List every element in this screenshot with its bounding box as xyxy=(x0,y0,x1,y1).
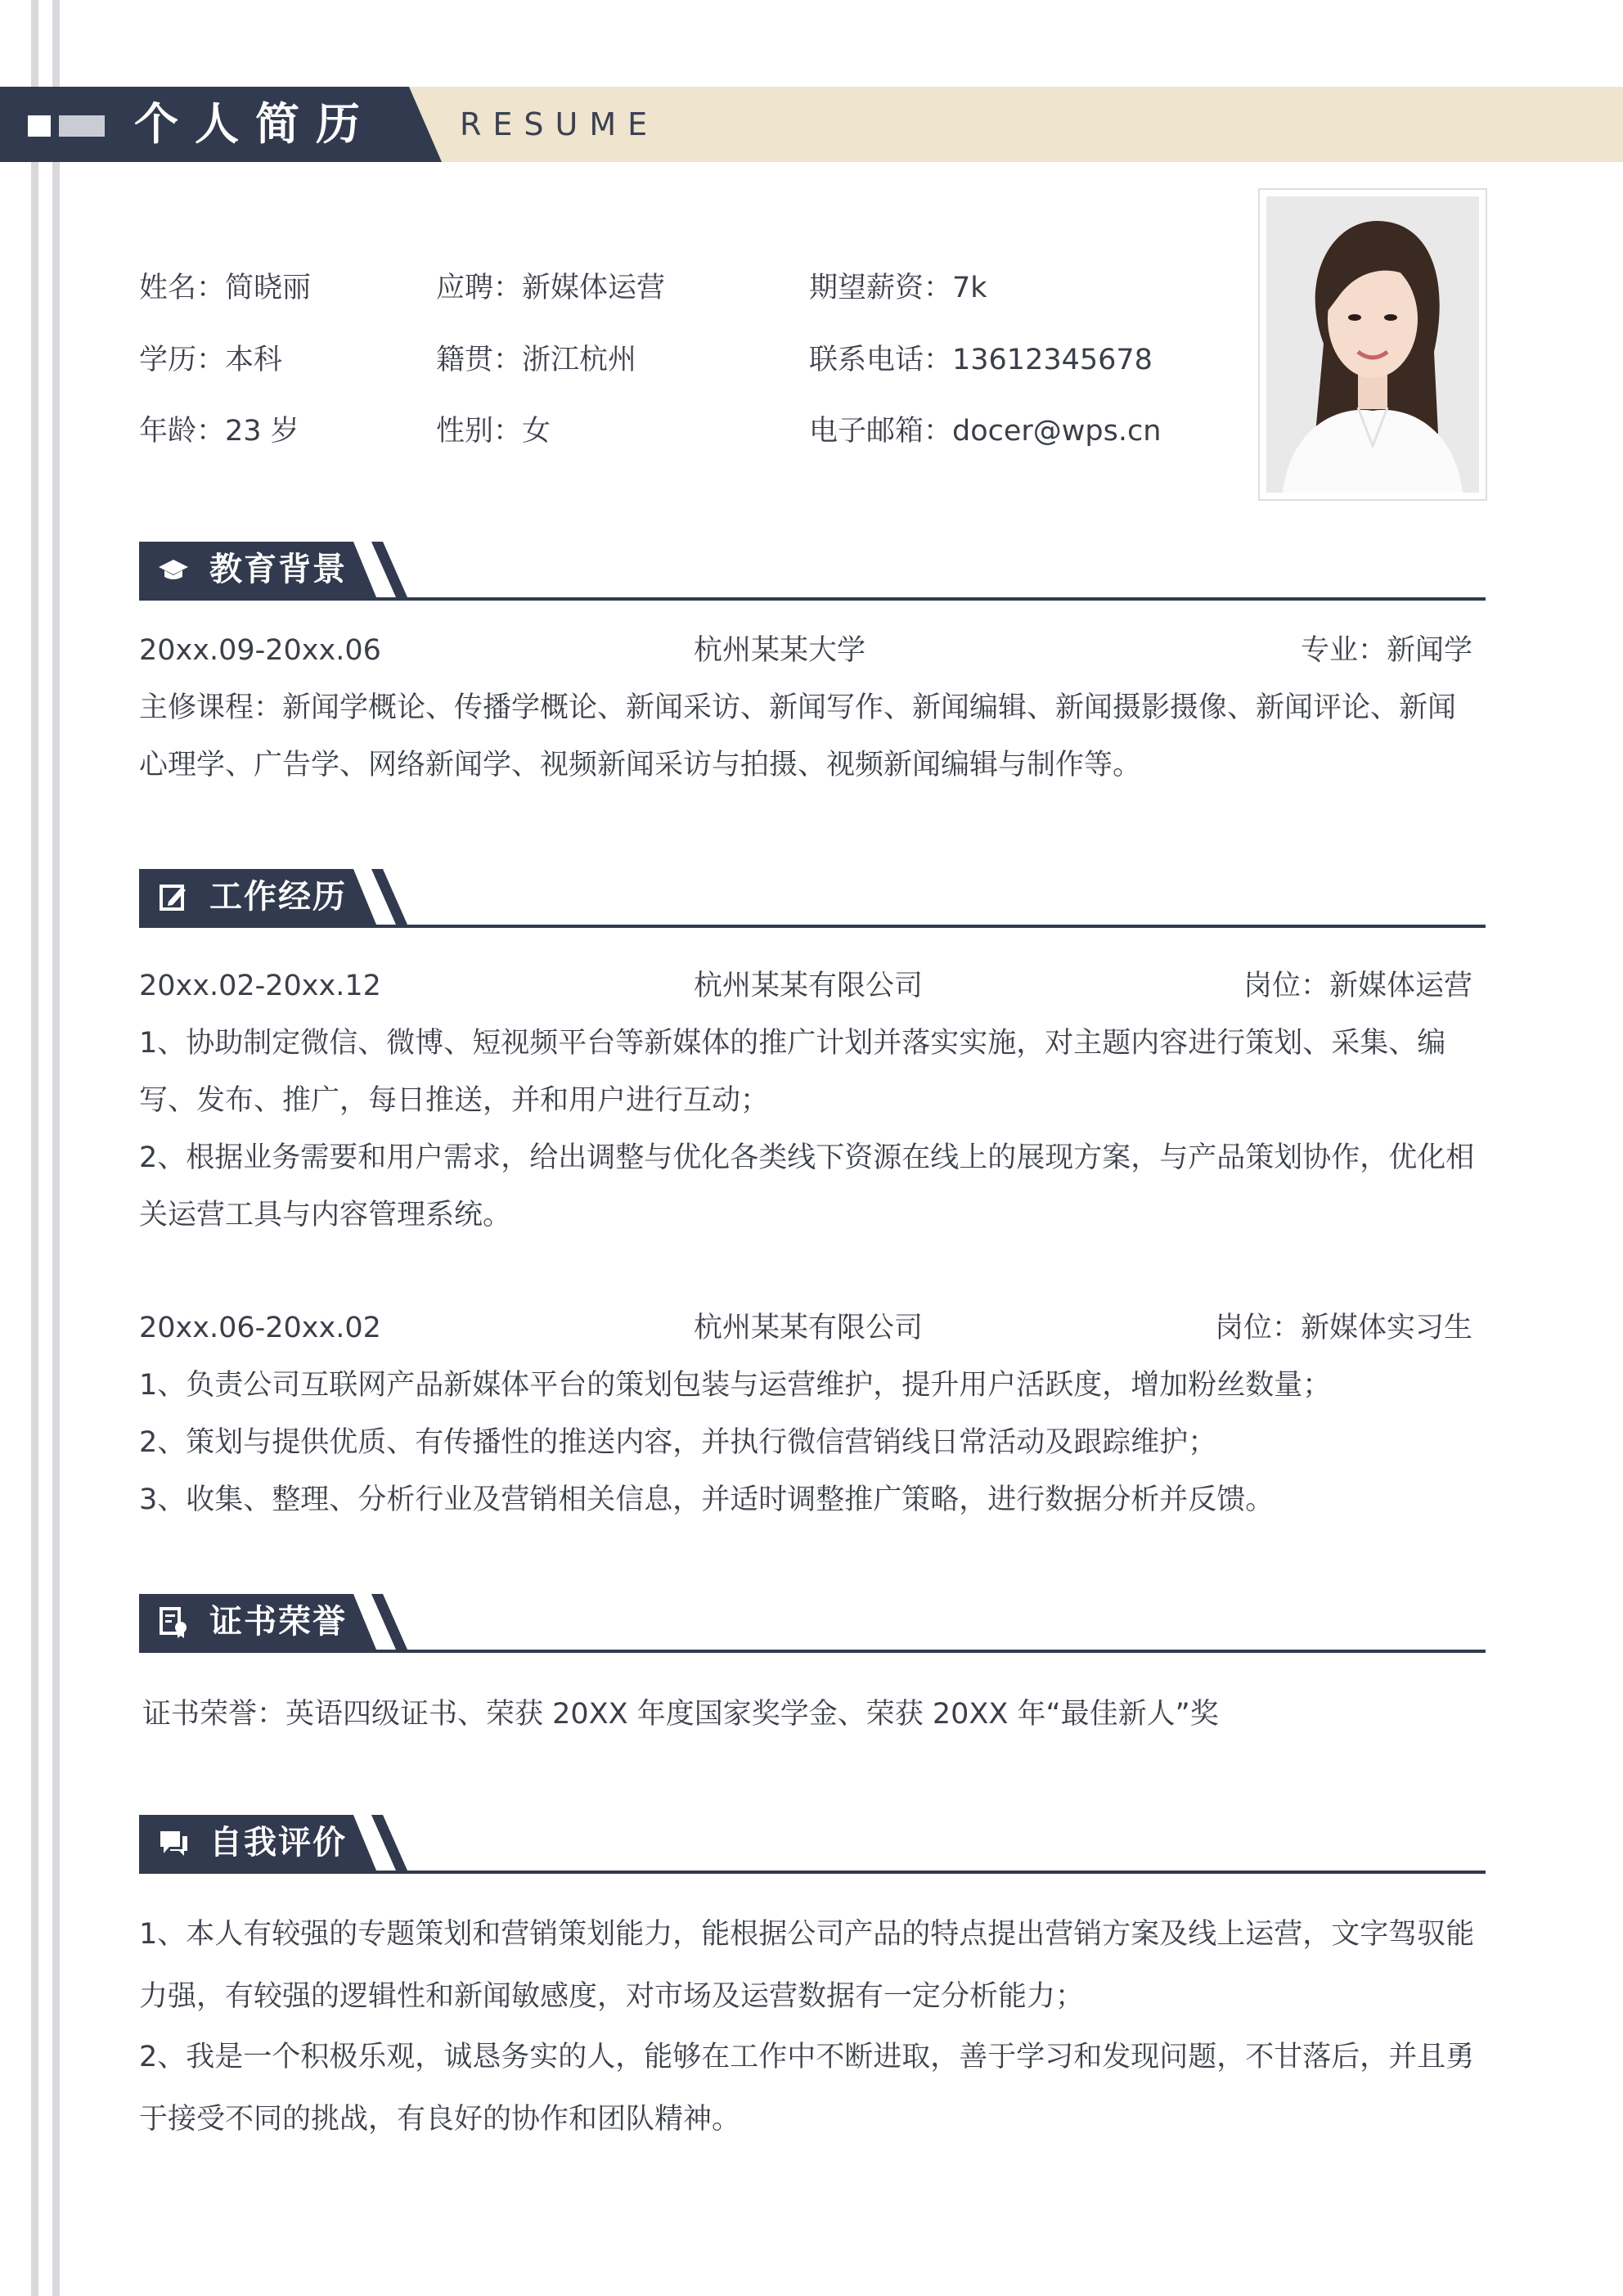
job-duty: 1、协助制定微信、微博、短视频平台等新媒体的推广计划并落实实施，对主题内容进行策划、采集、编写、发布、推广，每日推送，并和用户进行互动； xyxy=(139,1027,1446,1117)
self-evaluation-item: 1、本人有较强的专题策划和营销策划能力，能根据公司产品的特点提出营销方案及线上运营，文字驾驭能力强，有较强的逻辑性和新闻敏感度，对市场及运营数据有一定分析能力； xyxy=(139,1918,1475,2013)
job-period: 20xx.06-20xx.02 xyxy=(139,1312,381,1344)
section-divider xyxy=(139,597,1486,601)
section-header-self-evaluation xyxy=(139,1808,1486,1874)
info-education: 学历：本科 xyxy=(139,344,283,376)
section-title: 教育背景 xyxy=(209,551,347,588)
edit-document-icon xyxy=(157,880,190,913)
certificates-text: 证书荣誉：英语四级证书、荣获 20XX 年度国家奖学金、荣获 20XX 年“最佳新人”奖 xyxy=(142,1698,1219,1731)
section-stripe xyxy=(371,1594,407,1650)
education-period: 20xx.09-20xx.06 xyxy=(139,634,381,667)
education-courses: 主修课程：新闻学概论、传播学概论、新闻采访、新闻写作、新闻编辑、新闻摄影摄像、新闻评论、新闻心理学、广告学、网络新闻学、视频新闻采访与拍摄、视频新闻编辑与制作等。 xyxy=(139,691,1457,781)
education-major: 专业：新闻学 xyxy=(1300,634,1472,667)
job-duty: 3、收集、整理、分析行业及营销相关信息，并适时调整推广策略，进行数据分析并反馈。 xyxy=(139,1483,1275,1516)
section-divider xyxy=(139,925,1486,928)
section-title: 证书荣誉 xyxy=(209,1603,347,1641)
section-divider xyxy=(139,1650,1486,1653)
section-header-education xyxy=(139,535,1486,601)
info-email: 电子邮箱：docer@wps.cn xyxy=(809,415,1162,448)
info-position: 应聘：新媒体运营 xyxy=(436,272,666,304)
info-salary: 期望薪资：7k xyxy=(809,272,987,304)
section-title: 自我评价 xyxy=(209,1824,347,1862)
section-title: 工作经历 xyxy=(209,878,347,916)
job-duty: 1、负责公司互联网产品新媒体平台的策划包装与运营维护，提升用户活跃度，增加粉丝数量； xyxy=(139,1369,1332,1402)
banner-square-white xyxy=(28,115,51,137)
job-company: 杭州某某有限公司 xyxy=(694,1312,924,1344)
page-title: 个人简历 xyxy=(134,98,376,150)
info-name: 姓名：简晓丽 xyxy=(139,272,312,304)
job-row xyxy=(139,1308,1472,1348)
banner-square-grey xyxy=(59,115,105,137)
job-row xyxy=(139,966,1472,1006)
job-period: 20xx.02-20xx.12 xyxy=(139,970,381,1002)
certificate-icon xyxy=(157,1605,190,1638)
section-header-work xyxy=(139,862,1486,928)
info-age: 年龄：23 岁 xyxy=(139,415,299,448)
decorative-rail-left xyxy=(31,0,38,2296)
info-gender: 性别：女 xyxy=(436,415,551,448)
profile-photo xyxy=(1266,196,1479,493)
job-role: 岗位：新媒体实习生 xyxy=(1214,1312,1472,1344)
info-hometown: 籍贯：浙江杭州 xyxy=(436,344,637,376)
job-duty: 2、策划与提供优质、有传播性的推送内容，并执行微信营销线日常活动及跟踪维护； xyxy=(139,1426,1217,1459)
education-school: 杭州某某大学 xyxy=(694,634,866,667)
decorative-rail-right xyxy=(52,0,60,2296)
section-divider xyxy=(139,1871,1486,1874)
page-subtitle: RESUME xyxy=(460,106,659,142)
section-stripe xyxy=(371,542,407,597)
profile-photo-frame xyxy=(1258,188,1487,501)
section-stripe xyxy=(371,1815,407,1871)
self-evaluation-item: 2、我是一个积极乐观，诚恳务实的人，能够在工作中不断进取，善于学习和发现问题，不甘落后，并且勇于接受不同的挑战，有良好的协作和团队精神。 xyxy=(139,2041,1475,2136)
graduation-cap-icon xyxy=(157,553,190,586)
job-duty: 2、根据业务需要和用户需求，给出调整与优化各类线下资源在线上的展现方案，与产品策划协作，优化相关运营工具与内容管理系统。 xyxy=(139,1141,1475,1231)
info-phone: 联系电话：13612345678 xyxy=(809,344,1153,376)
job-role: 岗位：新媒体运营 xyxy=(1243,970,1472,1002)
chat-bubble-icon xyxy=(157,1826,190,1859)
education-row xyxy=(139,630,1472,671)
section-stripe xyxy=(371,869,407,925)
job-company: 杭州某某有限公司 xyxy=(694,970,924,1002)
section-header-certificates xyxy=(139,1587,1486,1653)
